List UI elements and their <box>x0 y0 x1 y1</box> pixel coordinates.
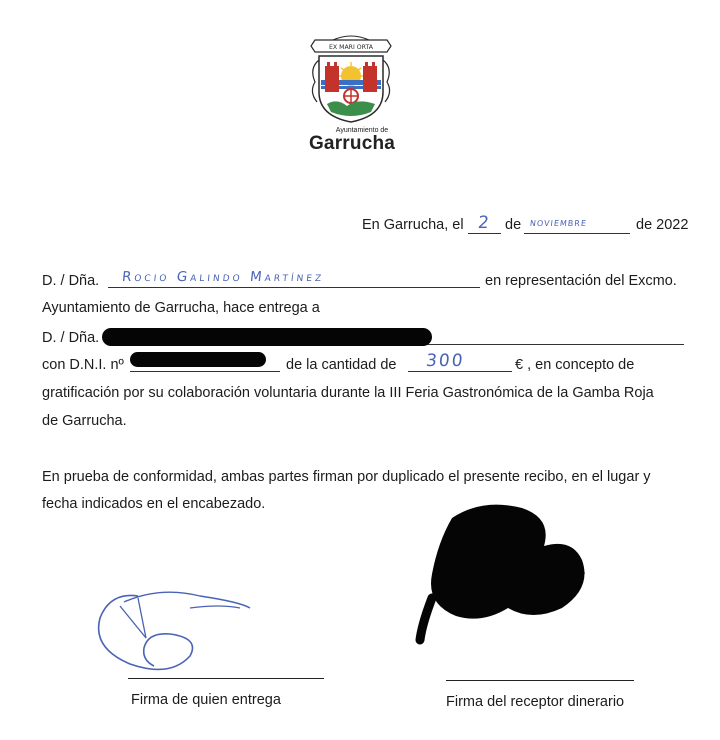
representation-text: en representación del Excmo. <box>485 273 677 289</box>
date-month-handwritten: noviembre <box>529 216 588 229</box>
date-year: de 2022 <box>636 217 689 233</box>
dni-label: con D.N.I. nº <box>42 357 124 373</box>
giver-signature <box>90 578 260 688</box>
right-signature-label: Firma del receptor dinerario <box>446 694 625 710</box>
conformity-line-1: En prueba de conformidad, ambas partes firman por duplicado el presente recibo, en el lugar y <box>42 469 651 485</box>
redacted-dni <box>130 352 266 367</box>
date-de-1: de <box>505 217 522 233</box>
crest-motto: EX MARI ORTA <box>328 44 374 51</box>
ayuntamiento-label: Ayuntamiento de <box>335 127 389 134</box>
receiver-signature-redacted <box>412 498 602 648</box>
coat-of-arms-logo <box>305 30 397 126</box>
line-6-text: de Garrucha. <box>42 413 127 429</box>
left-signature-label: Firma de quien entrega <box>131 692 281 708</box>
currency-text: € , en concepto de <box>515 357 635 373</box>
line-5-text: gratificación por su colaboración voluntaria durante la III Feria Gastronómica de la Gamba Roja <box>42 385 654 401</box>
right-signature-line <box>446 680 634 681</box>
line-2-text: Ayuntamiento de Garrucha, hace entrega a <box>42 300 320 316</box>
date-prefix: En Garrucha, el <box>362 217 464 233</box>
date-day-handwritten: 2 <box>476 213 492 233</box>
amount-handwritten: 300 <box>424 351 466 371</box>
amount-underline <box>408 371 512 372</box>
dni-underline <box>130 371 280 372</box>
dd-label-1: D. / Dña. <box>42 273 100 289</box>
giver-name-underline <box>108 287 480 288</box>
giver-name-handwritten: Rocio Galindo Martínez <box>121 269 326 285</box>
day-underline <box>468 233 501 234</box>
conformity-line-2: fecha indicados en el encabezado. <box>42 496 266 512</box>
redacted-receiver-name <box>102 328 432 346</box>
amount-label: de la cantidad de <box>286 357 397 373</box>
left-signature-line <box>128 678 324 679</box>
dd-label-2: D. / Dña. <box>42 330 100 346</box>
town-name: Garrucha <box>308 133 396 154</box>
month-underline <box>524 233 630 234</box>
